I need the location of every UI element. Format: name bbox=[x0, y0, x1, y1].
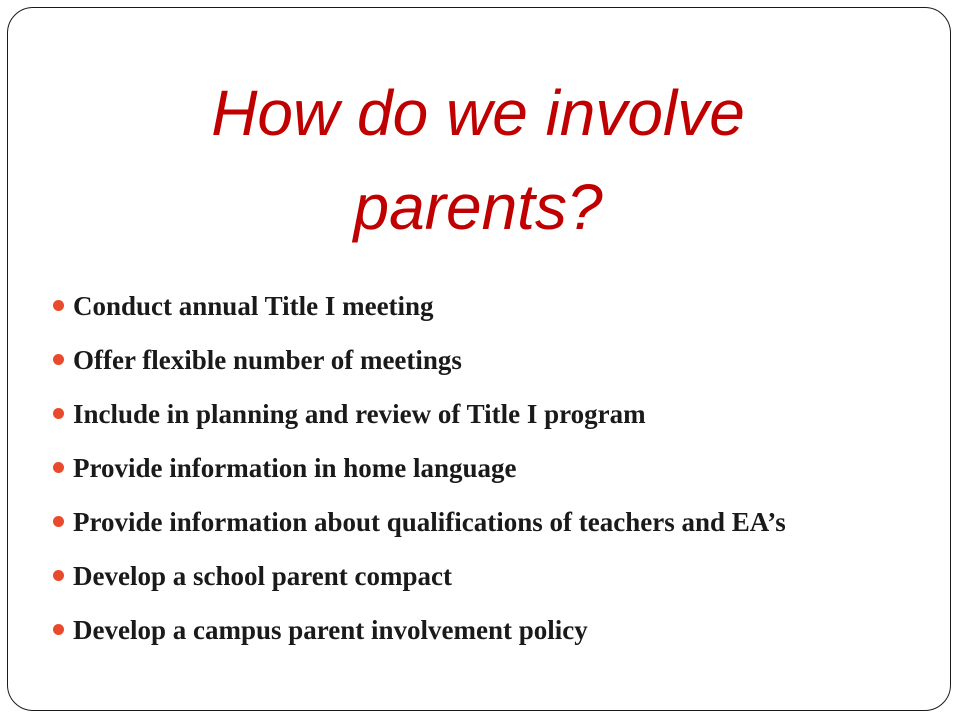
bullet-text: Develop a school parent compact bbox=[73, 561, 452, 591]
bullet-dot-icon bbox=[53, 570, 64, 581]
bullet-item bbox=[48, 450, 951, 486]
bullet-text: Offer flexible number of meetings bbox=[73, 345, 462, 375]
bullet-dot-icon bbox=[53, 624, 64, 635]
bullet-item bbox=[48, 342, 951, 378]
slide-title-line-2: parents? bbox=[353, 171, 603, 243]
bullet-item bbox=[48, 288, 951, 324]
bullet-dot-icon bbox=[53, 300, 64, 311]
bullet-item bbox=[48, 612, 951, 648]
bullet-text: Develop a campus parent involvement policy bbox=[73, 615, 588, 645]
bullet-text: Conduct annual Title I meeting bbox=[73, 291, 434, 321]
bullet-dot-icon bbox=[53, 462, 64, 473]
bullet-item bbox=[48, 558, 951, 594]
slide-title-line-1: How do we involve bbox=[211, 77, 745, 149]
bullet-list bbox=[48, 288, 951, 666]
bullet-dot-icon bbox=[53, 408, 64, 419]
bullet-dot-icon bbox=[53, 354, 64, 365]
slide-title bbox=[48, 66, 908, 254]
bullet-text: Provide information in home language bbox=[73, 453, 517, 483]
bullet-text: Provide information about qualifications of teachers and EA’s bbox=[73, 507, 786, 537]
bullet-text: Include in planning and review of Title I program bbox=[73, 399, 646, 429]
slide-frame bbox=[7, 7, 951, 711]
bullet-item bbox=[48, 396, 951, 432]
bullet-dot-icon bbox=[53, 516, 64, 527]
bullet-item bbox=[48, 504, 951, 540]
